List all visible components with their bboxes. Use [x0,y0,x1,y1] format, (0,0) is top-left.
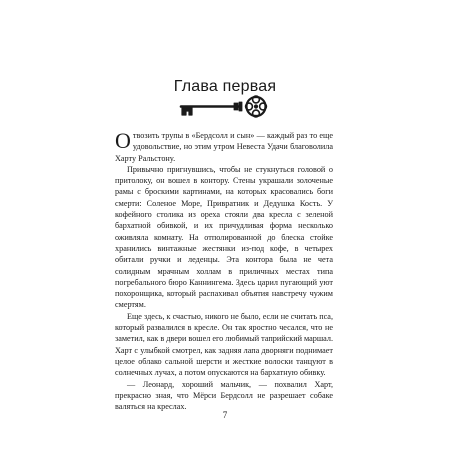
paragraph [115,130,333,164]
skeleton-key-icon [178,93,272,121]
paragraph-text: твозить трупы в «Бердсолл и сын» — каждый раз то еще удовольствие, но этим утром Невеста Удачи благоволила Харту Ральстону. [115,131,333,163]
page-number: 7 [222,410,228,420]
paragraph: Еще здесь, к счастью, никого не было, если не считать пса, который развалился в кресле. Он так яростно чесался, что не заметил, как в двери вошел его любимый таприйский маршал. Харт с улыбкой смотрел, как задняя лапа дворняги поднимает целое облако сальной шерсти и жесткие волоски танцуют в солнечных лучах, а потом опускаются на бархатную обивку. [115,311,334,378]
chapter-title: Глава первая [173,78,277,96]
paragraph: — Леонард, хороший мальчик, — похвалил Харт, прекрасно зная, что Мёрси Бердсолл не разрешает собаке валяться на креслах. [115,379,333,412]
paragraph: Привычно пригнувшись, чтобы не стукнуться головой о притолоку, он вошел в контору. Стены украшали золоченые рамы с броскими картинами, на которых красовались боги смерти: Соленое Море, Привратник и Дедушка Кость. У кофейного столика из ореха стояли два кресла с зеленой бархатной обивкой, и их причудливая форма несколько оживляла комнату. На отполированной до блеска стойке хранились винтажные жестянки из-под кофе, в четырех обитали ручки и леденцы. Эта контора была не чета солидным мрачным холлам в приличных местах типа погребального бюро Каннингема. Здесь царил пугающий уют похоронщика, который распахивал объятия навстречу чужим смертям. [115,164,333,310]
chapter-text [115,130,333,412]
drop-cap: О [115,128,131,153]
